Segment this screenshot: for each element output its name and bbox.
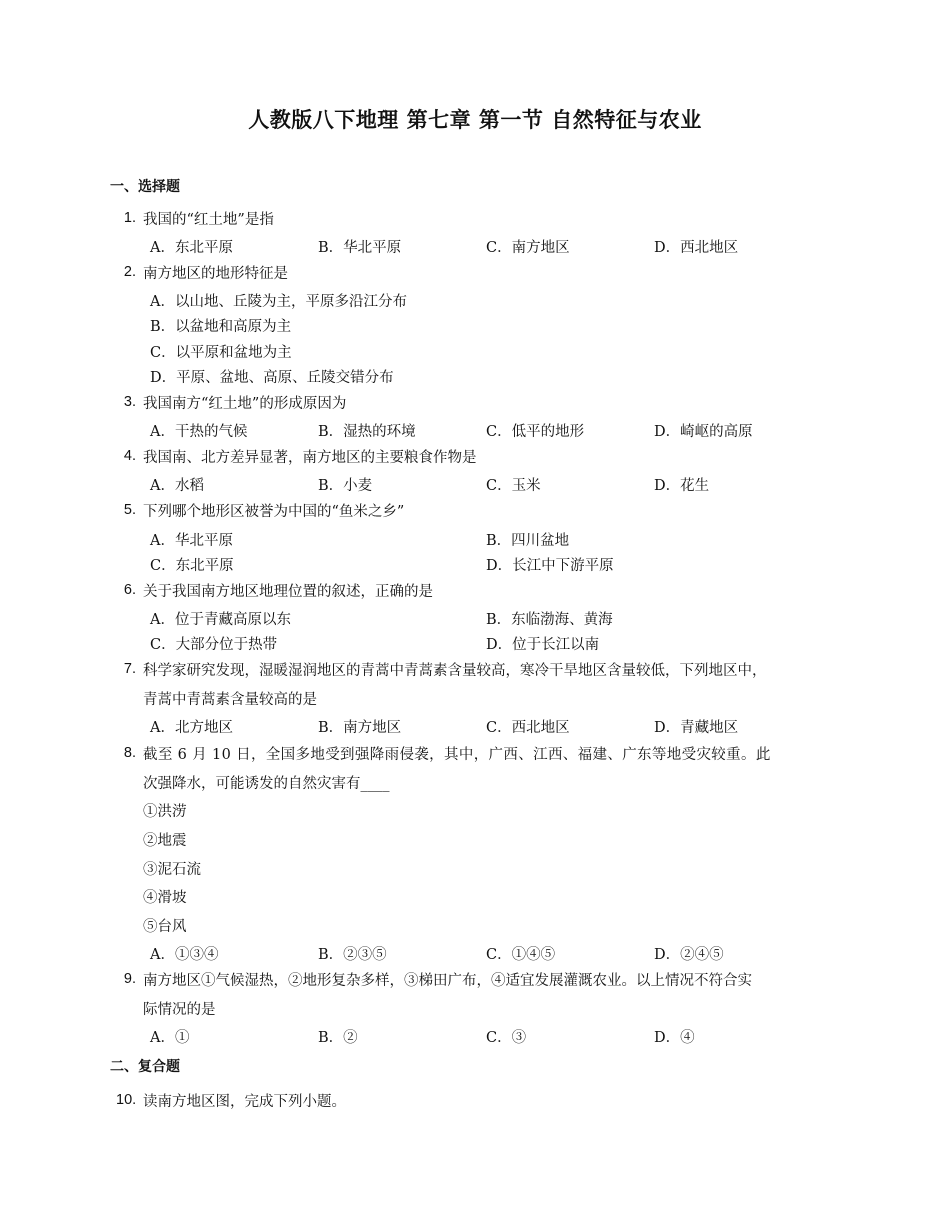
option-c: C．玉米 <box>486 478 541 494</box>
option-b: B．以盆地和高原为主 <box>150 319 292 335</box>
option-c: C．西北地区 <box>486 720 570 736</box>
option-a: A．① <box>150 1030 190 1046</box>
option-a: A．东北平原 <box>150 240 233 256</box>
option-a: A．干热的气候 <box>150 424 248 440</box>
question-text: 南方地区的地形特征是 <box>143 266 288 282</box>
option-d: D．平原、盆地、高原、丘陵交错分布 <box>150 370 394 386</box>
question-text: 我国南、北方差异显著，南方地区的主要粮食作物是 <box>143 450 477 466</box>
question-number: 9. <box>123 971 136 987</box>
section-heading-composite: 二、复合题 <box>110 1059 180 1075</box>
page-title: 人教版八下地理 第七章 第一节 自然特征与农业 <box>248 108 702 132</box>
option-b: B．四川盆地 <box>486 533 570 549</box>
question-number: 2. <box>123 264 136 280</box>
question-text-continued: 青蒿中青蒿素含量较高的是 <box>143 692 317 708</box>
question-text: 我国的“红土地”是指 <box>143 212 274 228</box>
question-text: 南方地区①气候湿热，②地形复杂多样，③梯田广布，④适宜发展灌溉农业。以上情况不符合实 <box>143 973 752 989</box>
option-d: D．②④⑤ <box>654 947 724 963</box>
question-text: 下列哪个地形区被誉为中国的“鱼米之乡” <box>143 504 405 520</box>
option-c: C．①④⑤ <box>486 947 556 963</box>
list-item: ②地震 <box>143 833 187 849</box>
option-a: A．位于青藏高原以东 <box>150 612 291 628</box>
option-a: A．水稻 <box>150 478 204 494</box>
question-text: 科学家研究发现，湿暖湿润地区的青蒿中青蒿素含量较高，寒冷干旱地区含量较低，下列地区中， <box>143 663 767 679</box>
question-number: 6. <box>123 582 136 598</box>
option-c: C．大部分位于热带 <box>150 637 278 653</box>
list-item: ①洪涝 <box>143 804 187 820</box>
question-number: 5. <box>123 502 136 518</box>
option-b: B．湿热的环境 <box>318 424 416 440</box>
question-number: 7. <box>123 661 136 677</box>
question-text: 关于我国南方地区地理位置的叙述，正确的是 <box>143 584 433 600</box>
question-number: 10. <box>116 1092 137 1108</box>
option-b: B．华北平原 <box>318 240 402 256</box>
option-d: D．④ <box>654 1030 695 1046</box>
option-c: C．低平的地形 <box>486 424 585 440</box>
section-heading-choice: 一、选择题 <box>110 179 180 195</box>
option-b: B．南方地区 <box>318 720 402 736</box>
option-c: C．③ <box>486 1030 527 1046</box>
question-text: 读南方地区图，完成下列小题。 <box>143 1094 346 1110</box>
option-c: C．东北平原 <box>150 558 234 574</box>
question-number: 4. <box>123 448 136 464</box>
option-d: D．崎岖的高原 <box>654 424 753 440</box>
option-a: A．①③④ <box>150 947 219 963</box>
list-item: ③泥石流 <box>143 862 201 878</box>
option-d: D．位于长江以南 <box>486 637 600 653</box>
option-a: A．以山地、丘陵为主，平原多沿江分布 <box>150 294 407 310</box>
question-number: 3. <box>123 394 136 410</box>
option-b: B．东临渤海、黄海 <box>486 612 613 628</box>
option-b: B．小麦 <box>318 478 373 494</box>
option-d: D．长江中下游平原 <box>486 558 614 574</box>
option-c: C．南方地区 <box>486 240 570 256</box>
option-d: D．青藏地区 <box>654 720 739 736</box>
list-item: ④滑坡 <box>143 890 187 906</box>
option-d: D．花生 <box>654 478 710 494</box>
question-text: 截至 6 月 10 日，全国多地受到强降雨侵袭，其中，广西、江西、福建、广东等地受灾较重。此 <box>143 747 771 763</box>
question-number: 8. <box>123 745 136 761</box>
question-text-continued: 际情况的是 <box>143 1002 216 1018</box>
option-b: B．②③⑤ <box>318 947 387 963</box>
option-b: B．② <box>318 1030 358 1046</box>
option-d: D．西北地区 <box>654 240 739 256</box>
question-text: 我国南方“红土地”的形成原因为 <box>143 396 347 412</box>
question-text-continued: 次强降水，可能诱发的自然灾害有____ <box>143 776 390 792</box>
option-a: A．北方地区 <box>150 720 233 736</box>
option-c: C．以平原和盆地为主 <box>150 345 292 361</box>
question-number: 1. <box>123 210 136 226</box>
list-item: ⑤台风 <box>143 919 187 935</box>
option-a: A．华北平原 <box>150 533 233 549</box>
